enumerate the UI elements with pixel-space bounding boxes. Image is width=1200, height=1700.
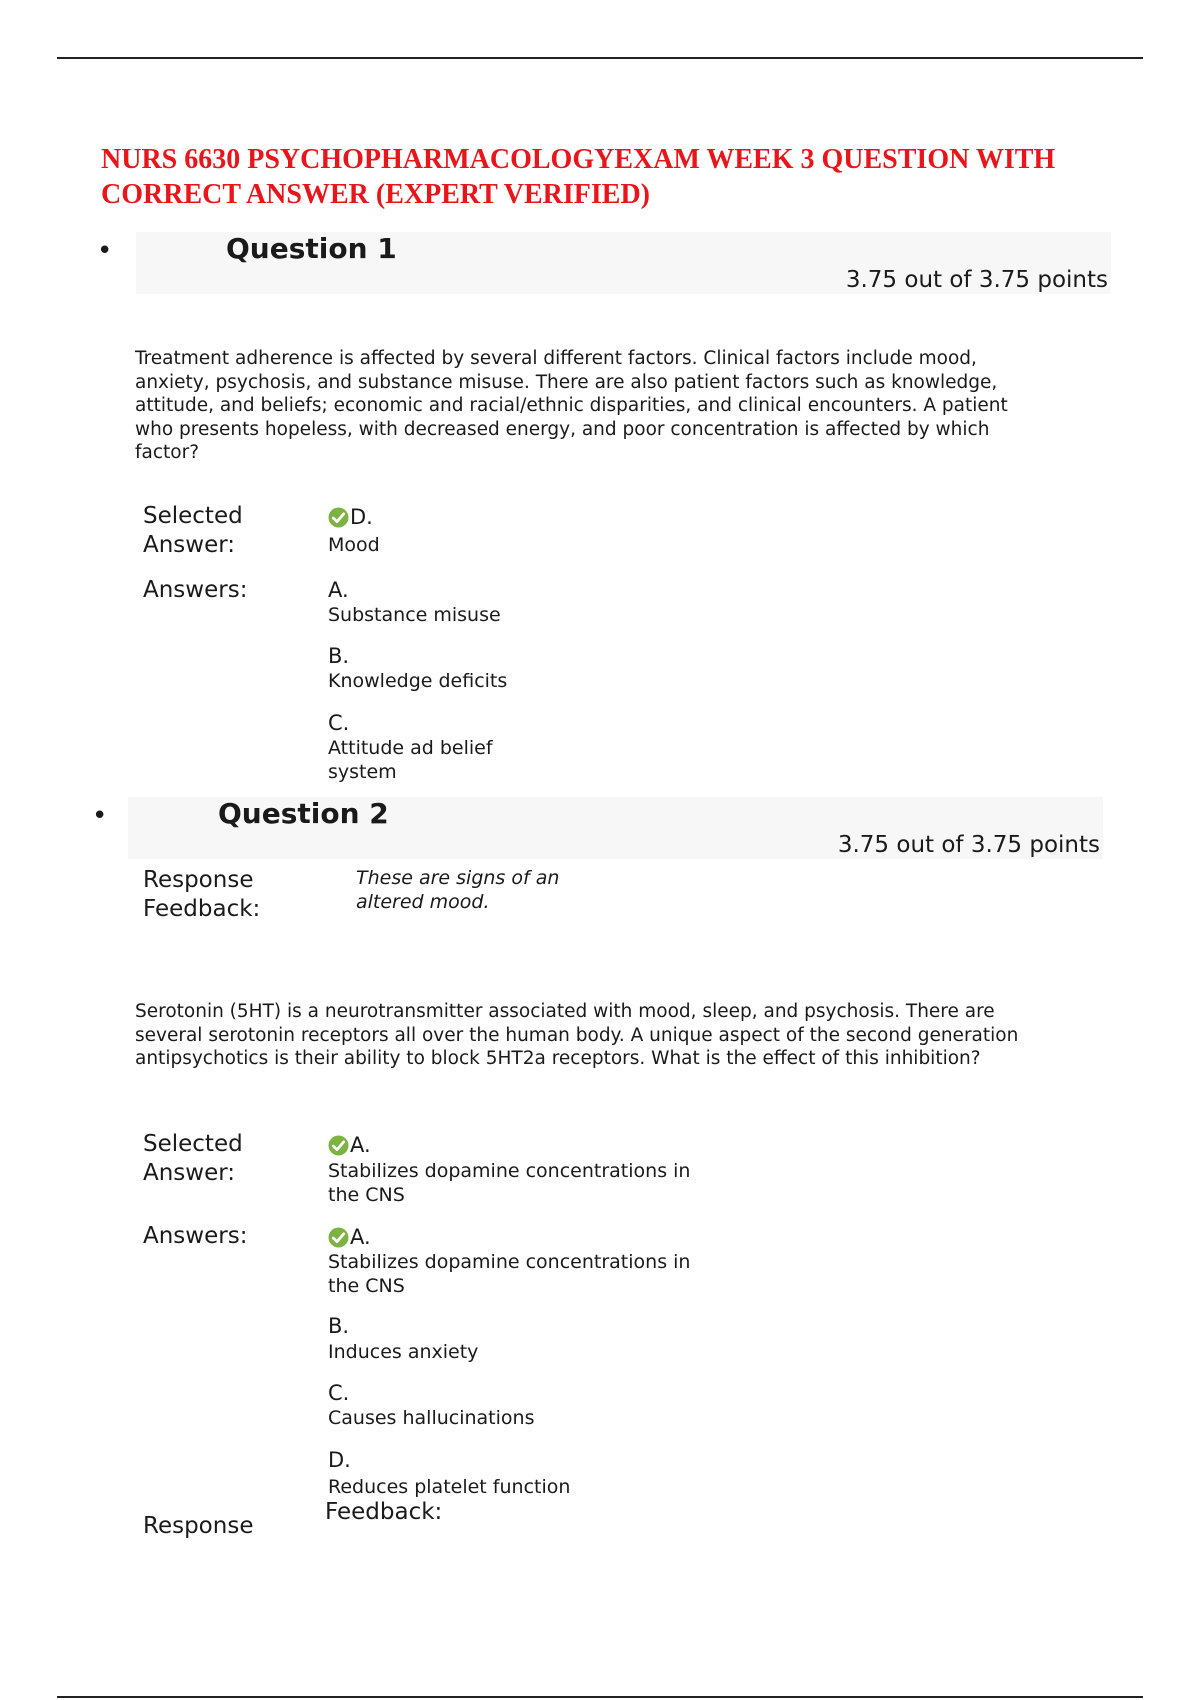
question-1-answer-c-letter <box>328 711 349 735</box>
question-2-answers-label: Answers: <box>143 1223 248 1249</box>
question-2-answer-d-letter <box>328 1448 351 1472</box>
top-rule <box>57 57 1143 59</box>
question-1-text: Treatment adherence is affected by several different factors. Clinical factors include mood, anxiety, psychosis, and substance misuse. There are also patient factors such as knowledge, attitude, and beliefs; economic and racial/ethnic disparities, and clinical encounters. A patient who presents hopeless, with decreased energy, and poor concentration is affected by which factor? <box>135 348 1008 463</box>
question-1-selected-text: Mood <box>328 534 380 556</box>
question-1-answer-b-letter <box>328 644 349 668</box>
question-1-title: Question 1 <box>226 232 397 265</box>
question-1-selected-answer-label: Selected Answer: <box>143 503 243 558</box>
correct-check-icon <box>328 1227 349 1248</box>
question-2-answer-a-letter <box>328 1225 371 1249</box>
selected-letter-text: A. <box>350 1133 371 1157</box>
question-2-selected-letter <box>328 1133 371 1157</box>
question-1-answer-a-text: Substance misuse <box>328 604 501 626</box>
answer-letter: C. <box>328 1381 350 1405</box>
question-2-answer-a-text: Stabilizes dopamine concentrations in the CNS <box>328 1251 691 1297</box>
question-2-answer-b-letter <box>328 1314 349 1338</box>
answer-letter: A. <box>328 578 349 602</box>
question-1-bullet: • <box>97 236 113 266</box>
correct-check-icon <box>328 507 349 528</box>
question-1-answer-c-text: Attitude ad belief system <box>328 737 493 783</box>
question-1-selected-letter <box>328 505 373 529</box>
answer-letter: C. <box>328 711 350 735</box>
answer-letter: B. <box>328 644 350 668</box>
question-1-answer-a-letter <box>328 578 349 602</box>
question-2-points: 3.75 out of 3.75 points <box>837 832 1100 858</box>
answer-letter: B. <box>328 1314 350 1338</box>
question-2-answer-d-text: Reduces platelet function <box>328 1476 571 1498</box>
previous-response-feedback-text: These are signs of an altered mood. <box>356 867 560 913</box>
question-2-answer-b-text: Induces anxiety <box>328 1341 479 1363</box>
question-1-answer-b-text: Knowledge deficits <box>328 670 508 692</box>
selected-letter-text: D. <box>350 505 373 529</box>
question-1-points: 3.75 out of 3.75 points <box>845 267 1108 293</box>
question-2-title: Question 2 <box>218 797 389 830</box>
answer-letter: A. <box>350 1225 371 1249</box>
question-2-answer-c-letter <box>328 1381 349 1405</box>
response-label: Response <box>143 1513 254 1539</box>
feedback-label: Feedback: <box>325 1499 443 1525</box>
question-2-text: Serotonin (5HT) is a neurotransmitter associated with mood, sleep, and psychosis. There are several serotonin receptors all over the human body. A unique aspect of the second generation antipsychotics is their ability to block 5HT2a receptors. What is the effect of this inhibition? <box>135 1001 1019 1069</box>
document-title: NURS 6630 PSYCHOPHARMACOLOGYEXAM WEEK 3 QUESTION WITH CORRECT ANSWER (EXPERT VERIFIED) <box>101 144 1056 210</box>
correct-check-icon <box>328 1135 349 1156</box>
answer-letter: D. <box>328 1448 351 1472</box>
question-2-selected-text: Stabilizes dopamine concentrations in the CNS <box>328 1160 691 1206</box>
question-2-selected-answer-label: Selected Answer: <box>143 1131 243 1186</box>
question-1-answers-label: Answers: <box>143 577 248 603</box>
question-2-bullet: • <box>92 801 108 831</box>
previous-response-feedback-label: Response Feedback: <box>143 867 261 922</box>
bottom-rule <box>57 1696 1143 1698</box>
question-2-answer-c-text: Causes hallucinations <box>328 1407 535 1429</box>
